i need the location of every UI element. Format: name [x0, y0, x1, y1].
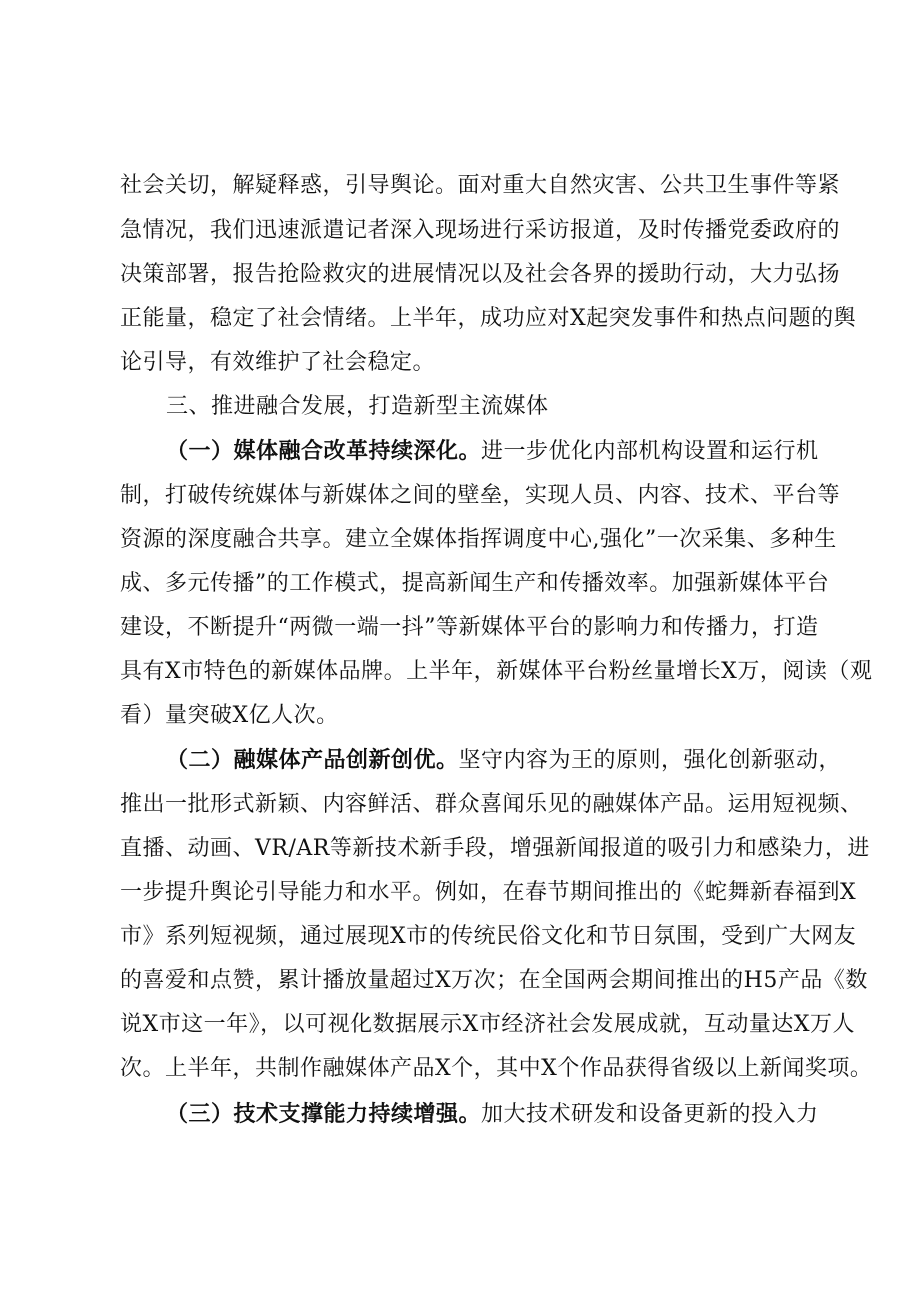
paragraph-line — [120, 876, 920, 910]
line-text: 社会关切，解疑释惑，引导舆论。面对重大自然灾害、公共卫生事件等紧 — [120, 173, 841, 198]
line-text: 次。上半年，共制作融媒体产品X个，其中X个作品获得省级以上新闻奖项。 — [120, 1056, 873, 1081]
paragraph-line — [120, 169, 920, 203]
paragraph-line — [120, 523, 920, 557]
line-text: 看）量突破X亿人次。 — [120, 703, 339, 728]
paragraph-line — [120, 479, 920, 513]
paragraph-line — [120, 302, 920, 336]
line-text: 的喜爱和点赞，累计播放量超过X万次；在全国两会期间推出的H5产品《数 — [120, 968, 868, 993]
paragraph-line — [120, 214, 920, 248]
section-heading — [166, 390, 920, 424]
paragraph-line — [120, 346, 920, 380]
subheading-text: （三）技术支撑能力持续增强。 — [166, 1101, 482, 1127]
line-text: 正能量，稳定了社会情绪。上半年，成功应对X起突发事件和热点问题的舆 — [120, 306, 857, 331]
line-text: 说X市这一年》，以可视化数据展示X市经济社会发展成就，互动量达X万人 — [120, 1012, 855, 1037]
paragraph-line — [166, 743, 920, 777]
line-text: 直播、动画、VR/AR等新技术新手段，增强新闻报道的吸引力和感染力，进 — [120, 836, 870, 861]
paragraph-line — [120, 611, 920, 645]
line-text: 坚守内容为王的原则，强化创新驱动， — [458, 748, 842, 773]
paragraph-line — [120, 567, 920, 601]
line-text: 急情况，我们迅速派遣记者深入现场进行采访报道，及时传播党委政府的 — [120, 218, 841, 243]
paragraph-line — [120, 258, 920, 292]
paragraph-line — [120, 832, 920, 866]
line-text: 资源的深度融合共享。建立全媒体指挥调度中心,强化”一次采集、多种生 — [120, 527, 837, 552]
paragraph-line — [120, 699, 920, 733]
line-text: 制，打破传统媒体与新媒体之间的壁垒，实现人员、内容、技术、平台等 — [120, 483, 841, 508]
line-text: 加大技术研发和设备更新的投入力 — [481, 1102, 819, 1127]
paragraph-line — [120, 655, 920, 689]
heading-text: 三、推进融合发展，打造新型主流媒体 — [166, 394, 549, 419]
line-text: 决策部署，报告抢险救灾的进展情况以及社会各界的援助行动，大力弘扬 — [120, 262, 841, 287]
paragraph-line — [120, 1008, 920, 1042]
line-text: 论引导，有效维护了社会稳定。 — [120, 350, 436, 375]
paragraph-line — [166, 1097, 920, 1131]
subheading-text: （一）媒体融合改革持续深化。 — [166, 438, 482, 464]
line-text: 推出一批形式新颖、内容鲜活、群众喜闻乐见的融媒体产品。运用短视频、 — [120, 792, 863, 817]
line-text: 具有X市特色的新媒体品牌。上半年，新媒体平台粉丝量增长X万，阅读（观 — [120, 659, 873, 684]
line-text: 市》系列短视频，通过展现X市的传统民俗文化和节日氛围，受到广大网友 — [120, 924, 857, 949]
paragraph-line — [166, 434, 920, 468]
line-text: 建设，不断提升“两微一端一抖”等新媒体平台的影响力和传播力，打造 — [120, 615, 819, 640]
line-text: 进一步优化内部机构设置和运行机 — [481, 439, 819, 464]
paragraph-line — [120, 920, 920, 954]
line-text: 一步提升舆论引导能力和水平。例如，在春节期间推出的《蛇舞新春福到X — [120, 880, 857, 905]
line-text: 成、多元传播”的工作模式，提高新闻生产和传播效率。加强新媒体平台 — [120, 571, 830, 596]
paragraph-line — [120, 1052, 920, 1086]
paragraph-line — [120, 964, 920, 998]
subheading-text: （二）融媒体产品创新创优。 — [166, 747, 459, 773]
paragraph-line — [120, 788, 920, 822]
